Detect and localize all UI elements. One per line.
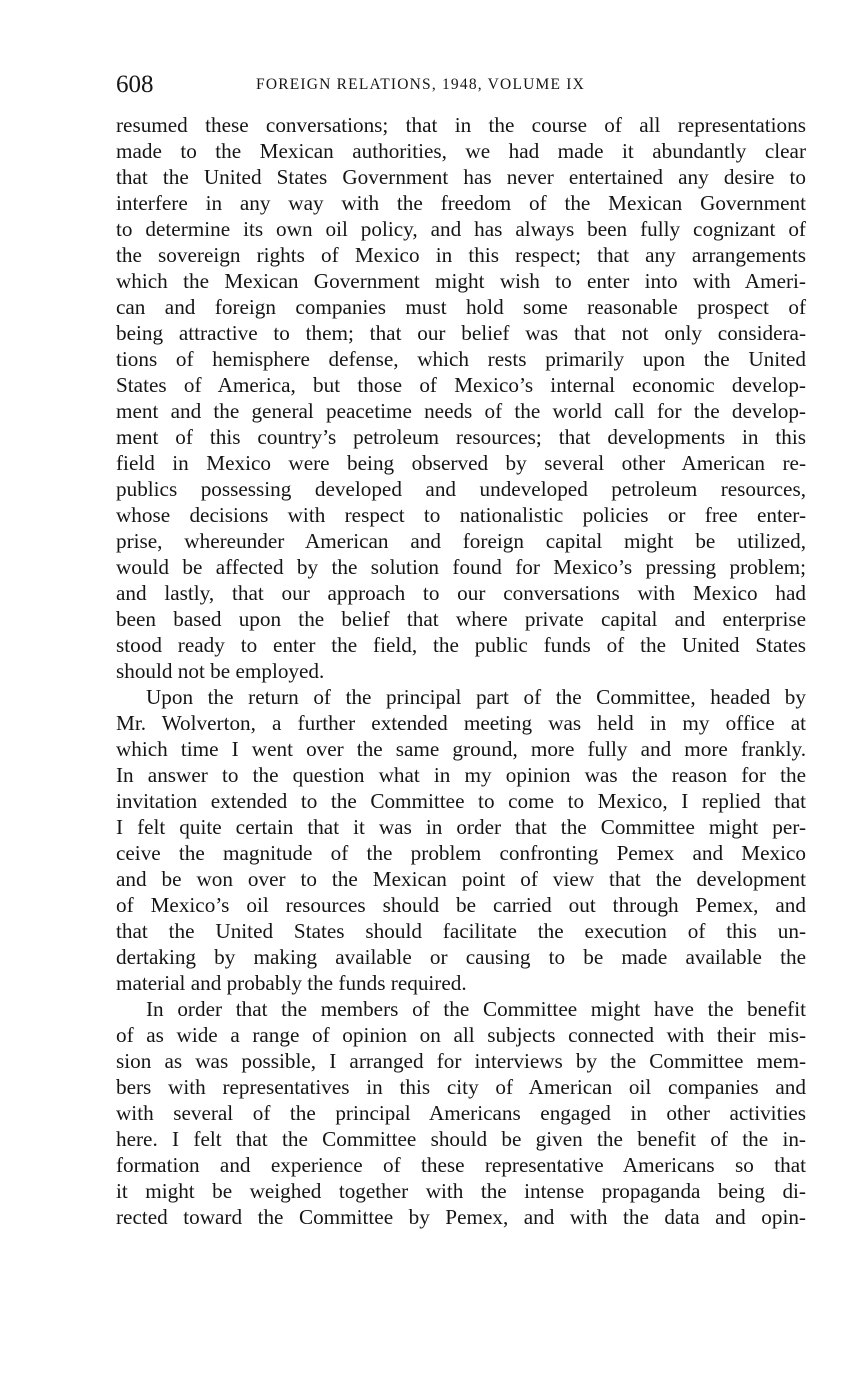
text-line: stood ready to enter the field, the public funds of the United States: [116, 633, 806, 657]
page-header: [116, 68, 806, 102]
text-line: In answer to the question what in my opinion was the reason for the: [116, 763, 806, 787]
text-line: resumed these conversations; that in the course of all representations: [116, 113, 806, 137]
text-line: made to the Mexican authorities, we had made it abundantly clear: [116, 139, 806, 163]
text-line: which time I went over the same ground, more fully and more frankly.: [116, 737, 806, 761]
running-head: FOREIGN RELATIONS, 1948, VOLUME IX: [256, 76, 585, 93]
text-line: I felt quite certain that it was in order that the Committee might per-: [116, 815, 806, 839]
text-line: that the United States Government has never entertained any desire to: [116, 165, 806, 189]
paragraph: [116, 112, 806, 684]
text-line: whose decisions with respect to nationalistic policies or free enter-: [116, 503, 806, 527]
text-line: interfere in any way with the freedom of the Mexican Government: [116, 191, 806, 215]
paragraph: [116, 996, 806, 1230]
text-line: tions of hemisphere defense, which rests primarily upon the United: [116, 347, 806, 371]
text-line: dertaking by making available or causing to be made available the: [116, 945, 806, 969]
text-line: Mr. Wolverton, a further extended meeting was held in my office at: [116, 711, 806, 735]
text-line: the sovereign rights of Mexico in this respect; that any arrangements: [116, 243, 806, 267]
text-line: Upon the return of the principal part of the Committee, headed by: [146, 685, 806, 709]
text-line: of as wide a range of opinion on all subjects connected with their mis-: [116, 1023, 806, 1047]
body-text: [116, 112, 806, 1230]
text-line: field in Mexico were being observed by several other American re-: [116, 451, 806, 475]
text-line: here. I felt that the Committee should be given the benefit of the in-: [116, 1127, 806, 1151]
text-line: been based upon the belief that where private capital and enterprise: [116, 607, 806, 631]
page-number: 608: [116, 71, 154, 98]
text-line: being attractive to them; that our belief was that not only considera-: [116, 321, 806, 345]
text-line: ment of this country’s petroleum resources; that developments in this: [116, 425, 806, 449]
text-line: material and probably the funds required.: [116, 971, 467, 995]
text-line: formation and experience of these representative Americans so that: [116, 1153, 806, 1177]
text-line: can and foreign companies must hold some reasonable prospect of: [116, 295, 806, 319]
text-line: rected toward the Committee by Pemex, and with the data and opin-: [116, 1205, 806, 1229]
text-line: that the United States should facilitate the execution of this un-: [116, 919, 806, 943]
text-line: to determine its own oil policy, and has always been fully cognizant of: [116, 217, 806, 241]
text-line: should not be employed.: [116, 659, 325, 683]
text-line: it might be weighed together with the intense propaganda being di-: [116, 1179, 806, 1203]
text-line: ment and the general peacetime needs of the world call for the develop-: [116, 399, 806, 423]
text-line: bers with representatives in this city of American oil companies and: [116, 1075, 806, 1099]
text-line: ceive the magnitude of the problem confronting Pemex and Mexico: [116, 841, 806, 865]
text-line: with several of the principal Americans engaged in other activities: [116, 1101, 806, 1125]
text-line: invitation extended to the Committee to come to Mexico, I replied that: [116, 789, 806, 813]
text-line: States of America, but those of Mexico’s internal economic develop-: [116, 373, 806, 397]
text-line: and be won over to the Mexican point of view that the development: [116, 867, 806, 891]
text-line: which the Mexican Government might wish to enter into with Ameri-: [116, 269, 806, 293]
text-line: and lastly, that our approach to our conversations with Mexico had: [116, 581, 806, 605]
text-line: would be affected by the solution found for Mexico’s pressing problem;: [116, 555, 806, 579]
paragraph: [116, 684, 806, 996]
text-line: of Mexico’s oil resources should be carried out through Pemex, and: [116, 893, 806, 917]
text-line: In order that the members of the Committee might have the benefit: [146, 997, 806, 1021]
text-line: sion as was possible, I arranged for interviews by the Committee mem-: [116, 1049, 806, 1073]
text-line: prise, whereunder American and foreign capital might be utilized,: [116, 529, 806, 553]
text-line: publics possessing developed and undeveloped petroleum resources,: [116, 477, 806, 501]
